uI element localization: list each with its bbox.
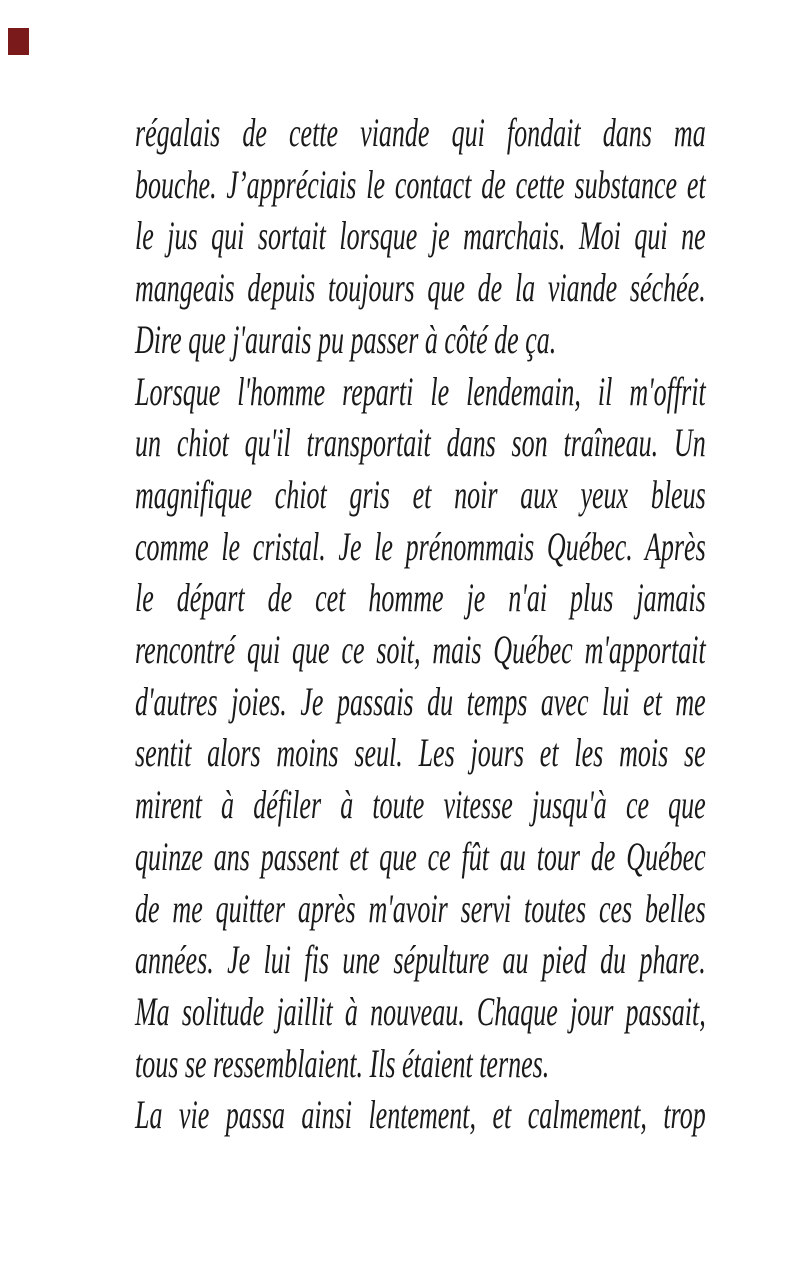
text-line: le départ de cet homme je n'ai plus jamais	[135, 575, 706, 621]
text-line: Ma solitude jaillit à nouveau. Chaque jour passait,	[135, 988, 706, 1034]
paragraph-2	[135, 366, 706, 1090]
bookmark-marker	[8, 28, 29, 55]
text-line: comme le cristal. Je le prénommais Québec. Après	[135, 523, 706, 569]
page-text	[135, 107, 706, 1141]
text-line: Dire que j'aurais pu passer à côté de ça.	[135, 316, 557, 362]
text-line: années. Je lui fis une sépulture au pied du phare.	[135, 937, 706, 983]
text-line: le jus qui sortait lorsque je marchais. Moi qui ne	[135, 213, 706, 259]
text-line: rencontré qui que ce soit, mais Québec m'apportait	[135, 627, 706, 673]
text-line: tous se ressemblaient. Ils étaient ternes.	[135, 1040, 550, 1086]
text-line: d'autres joies. Je passais du temps avec lui et me	[135, 678, 706, 724]
text-line: un chiot qu'il transportait dans son traîneau. Un	[135, 420, 706, 466]
text-line: bouche. J’appréciais le contact de cette substance et	[135, 161, 706, 207]
paragraph-1	[135, 107, 706, 366]
text-line: quinze ans passent et que ce fût au tour de Québec	[135, 833, 706, 879]
text-line: sentit alors moins seul. Les jours et les mois se	[135, 730, 706, 776]
text-line: de me quitter après m'avoir servi toutes ces belles	[135, 885, 706, 931]
text-line: Lorsque l'homme reparti le lendemain, il m'offrit	[135, 368, 706, 414]
text-line: magnifique chiot gris et noir aux yeux bleus	[135, 471, 706, 517]
text-line: La vie passa ainsi lentement, et calmement, trop	[135, 1092, 706, 1138]
text-line: mirent à défiler à toute vitesse jusqu'à ce que	[135, 782, 706, 828]
text-line: régalais de cette viande qui fondait dans ma	[135, 110, 706, 155]
text-line: mangeais depuis toujours que de la viande séchée.	[135, 265, 706, 311]
paragraph-3	[135, 1089, 706, 1141]
